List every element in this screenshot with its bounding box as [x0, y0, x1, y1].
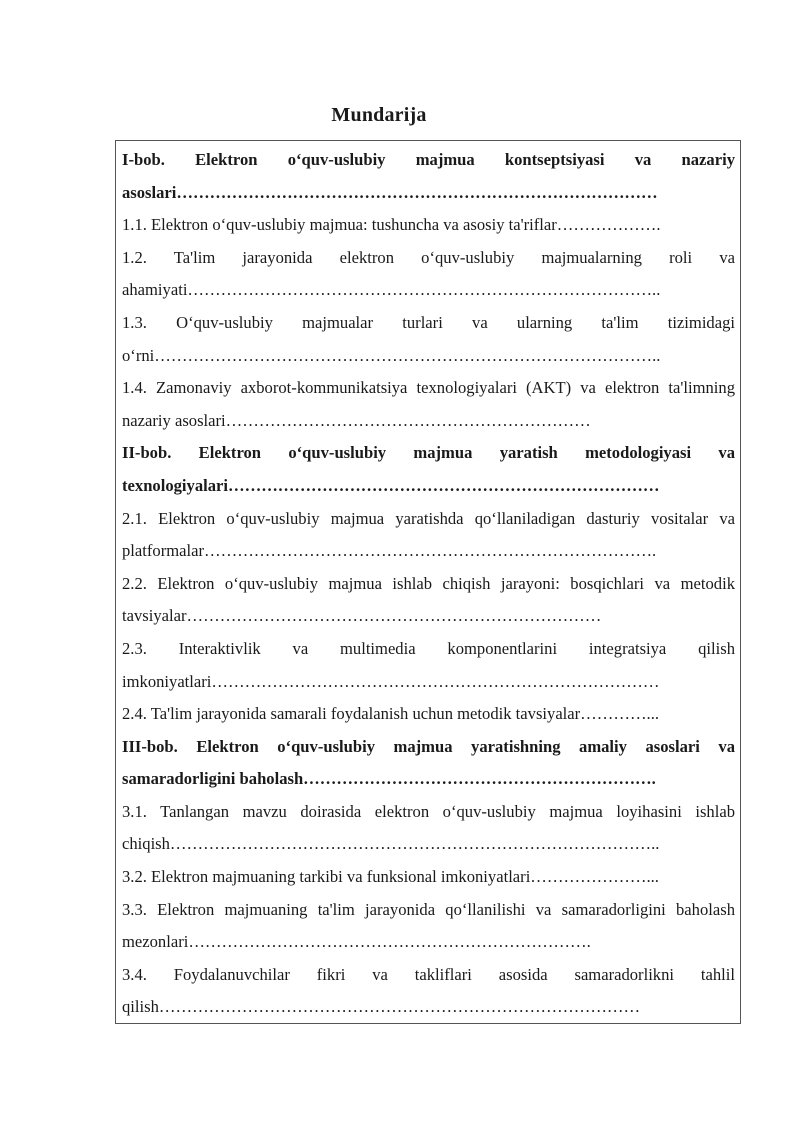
toc-section-1-1: 1.1. Elektron o‘quv-uslubiy majmua: tushuncha va asosiy ta'riflar……………….: [122, 215, 661, 235]
toc-section-2-2: 2.2. Elektron o‘quv-uslubiy majmua ishlab chiqish jarayoni: bosqichlari va metodik tavsiyalar…………………………………………………………………: [122, 573, 735, 626]
toc-section-2-4: 2.4. Ta'lim jarayonida samarali foydalanish uchun metodik tavsiyalar…………...: [122, 704, 660, 724]
toc-chapter-3: III-bob. Elektron o‘quv-uslubiy majmua yaratishning amaliy asoslari va samaradorligini baholash……………………………………………………….: [122, 736, 735, 789]
toc-section-3-2: 3.2. Elektron majmuaning tarkibi va funksional imkoniyatlari…………………...: [122, 867, 659, 887]
toc-section-2-3: 2.3. Interaktivlik va multimedia komponentlarini integratsiya qilish imkoniyatlari………………………………………………………………………: [122, 638, 735, 691]
table-of-contents: [115, 140, 741, 1024]
toc-section-3-1: 3.1. Tanlangan mavzu doirasida elektron o‘quv-uslubiy majmua loyihasini ishlab chiqish……………………………………………………………………………..: [122, 801, 735, 854]
toc-section-1-4: 1.4. Zamonaviy axborot-kommunikatsiya texnologiyalari (AKT) va elektron ta'limning nazariy asoslari…………………………………………………………: [122, 378, 735, 430]
toc-section-1-3: 1.3. O‘quv-uslubiy majmualar turlari va ularning ta'lim tizimidagi o‘rni………………………………………………………………………………..: [122, 312, 735, 365]
page-title: Mundarija: [331, 104, 427, 126]
toc-section-1-2: 1.2. Ta'lim jarayonida elektron o‘quv-uslubiy majmualarning roli va ahamiyati…………………………………………………………………………..: [122, 247, 735, 300]
toc-section-3-3: 3.3. Elektron majmuaning ta'lim jarayonida qo‘llanilishi va samaradorligini baholash mezonlari……………………………………………………………….: [122, 899, 735, 952]
toc-chapter-1: I-bob. Elektron o‘quv-uslubiy majmua kontseptsiyasi va nazariy asoslari……………………………………………………………………………: [122, 150, 735, 202]
toc-section-3-4: 3.4. Foydalanuvchilar fikri va takliflari asosida samaradorlikni tahlil qilish……………………………………………………………………………: [122, 964, 735, 1017]
toc-section-2-1: 2.1. Elektron o‘quv-uslubiy majmua yaratishda qo‘llaniladigan dasturiy vositalar va platformalar……………………………………………………………………….: [122, 508, 735, 561]
toc-chapter-2: II-bob. Elektron o‘quv-uslubiy majmua yaratish metodologiyasi va texnologiyalari……………………………………………………………………: [122, 443, 735, 495]
